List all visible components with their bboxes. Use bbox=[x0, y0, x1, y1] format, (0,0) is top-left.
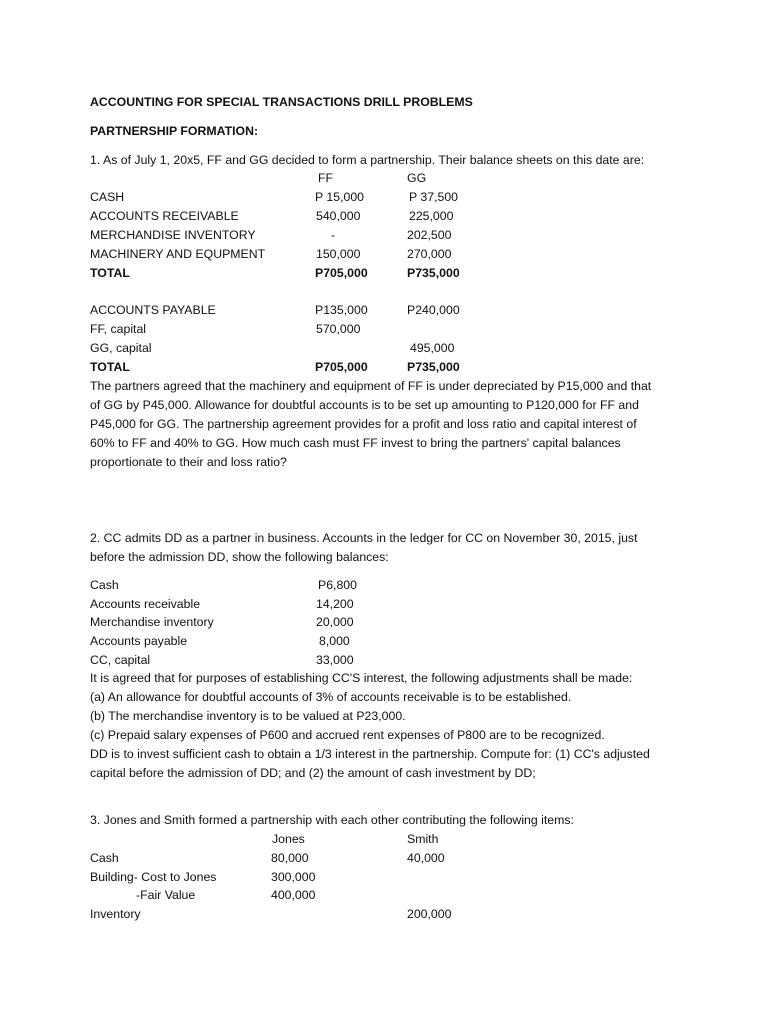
p2-item-value: 33,000 bbox=[316, 653, 354, 667]
p1-total-ff: P705,000 bbox=[315, 266, 368, 280]
p1-asset-gg: 225,000 bbox=[409, 209, 454, 223]
p2-item-label: CC, capital bbox=[90, 653, 151, 667]
doc-title: ACCOUNTING FOR SPECIAL TRANSACTIONS DRILL PROBLEMS bbox=[90, 95, 473, 109]
p2-body-line: DD is to invest sufficient cash to obtain a 1/3 interest in the partnership. Compute for: (1) CC's adjusted bbox=[90, 747, 650, 761]
p1-asset-ff: - bbox=[331, 228, 336, 242]
p1-asset-label: ACCOUNTS RECEIVABLE bbox=[90, 209, 239, 223]
p1-asset-ff: 150,000 bbox=[316, 247, 361, 261]
p1-liab-label: FF, capital bbox=[90, 322, 147, 336]
p1-asset-gg: 270,000 bbox=[407, 247, 452, 261]
p2-item-value: P6,800 bbox=[318, 578, 357, 592]
p1-liab-gg: P240,000 bbox=[407, 303, 460, 317]
p3-item-jones: 300,000 bbox=[271, 870, 316, 884]
p1-liab-label: ACCOUNTS PAYABLE bbox=[90, 303, 216, 317]
p3-item-label: Inventory bbox=[90, 907, 141, 921]
p2-item-value: 8,000 bbox=[319, 634, 350, 648]
p2-item-label: Merchandise inventory bbox=[90, 615, 214, 629]
p3-item-smith: 200,000 bbox=[407, 907, 452, 921]
p3-col-jones: Jones bbox=[272, 832, 305, 846]
p3-item-jones: 80,000 bbox=[271, 851, 309, 865]
p1-liab-label: GG, capital bbox=[90, 341, 152, 355]
p1-asset-label: MERCHANDISE INVENTORY bbox=[90, 228, 256, 242]
p1-liab-ff: P135,000 bbox=[315, 303, 368, 317]
p1-liab-ff: 570,000 bbox=[316, 322, 361, 336]
section-heading: PARTNERSHIP FORMATION: bbox=[90, 124, 259, 138]
p1-liab-total-gg: P735,000 bbox=[407, 360, 460, 374]
p3-item-jones: 400,000 bbox=[271, 888, 316, 902]
p1-asset-ff: P 15,000 bbox=[315, 190, 365, 204]
p2-body-line: (c) Prepaid salary expenses of P600 and accrued rent expenses of P800 are to be recognized. bbox=[90, 728, 605, 742]
p2-intro-line: before the admission DD, show the following balances: bbox=[90, 550, 389, 564]
p3-intro: 3. Jones and Smith formed a partnership with each other contributing the following items: bbox=[90, 813, 574, 827]
p3-item-smith: 40,000 bbox=[407, 851, 445, 865]
p1-col-ff: FF bbox=[318, 171, 334, 185]
p2-intro-line: 2. CC admits DD as a partner in business. Accounts in the ledger for CC on November 30, 2015, just bbox=[90, 531, 638, 545]
p1-asset-gg: P 37,500 bbox=[409, 190, 459, 204]
p3-item-label: Building- Cost to Jones bbox=[90, 870, 217, 884]
p3-item-label: Cash bbox=[90, 851, 119, 865]
p1-total-gg: P735,000 bbox=[407, 266, 460, 280]
p2-body-line: It is agreed that for purposes of establishing CC'S interest, the following adjustments shall be made: bbox=[90, 671, 633, 685]
p1-liab-total-label: TOTAL bbox=[90, 360, 130, 374]
p1-body-line: 60% to FF and 40% to GG. How much cash must FF invest to bring the partners' capital balances bbox=[90, 436, 621, 450]
p2-body-line: (a) An allowance for doubtful accounts of 3% of accounts receivable is to be established. bbox=[90, 690, 572, 704]
p1-body-line: P45,000 for GG. The partnership agreement provides for a profit and loss ratio and capital interest of bbox=[90, 417, 637, 431]
p2-item-value: 14,200 bbox=[316, 597, 354, 611]
p1-body-line: proportionate to their and loss ratio? bbox=[90, 455, 287, 469]
p3-item-label: -Fair Value bbox=[136, 888, 196, 902]
p1-liab-gg: 495,000 bbox=[410, 341, 455, 355]
p2-item-label: Cash bbox=[90, 578, 119, 592]
p2-item-value: 20,000 bbox=[316, 615, 354, 629]
p1-asset-gg: 202,500 bbox=[407, 228, 452, 242]
p1-asset-ff: 540,000 bbox=[316, 209, 361, 223]
p1-body-line: of GG by P45,000. Allowance for doubtful accounts is to be set up amounting to P120,000 for FF and bbox=[90, 398, 639, 412]
p1-body-line: The partners agreed that the machinery and equipment of FF is under depreciated by P15,000 and that bbox=[90, 379, 652, 393]
p1-col-gg: GG bbox=[407, 171, 427, 185]
p2-body-line: capital before the admission of DD; and (2) the amount of cash investment by DD; bbox=[90, 766, 536, 780]
p2-body-line: (b) The merchandise inventory is to be valued at P23,000. bbox=[90, 709, 406, 723]
p1-total-label: TOTAL bbox=[90, 266, 130, 280]
p1-liab-total-ff: P705,000 bbox=[315, 360, 368, 374]
p1-asset-label: MACHINERY AND EQUPMENT bbox=[90, 247, 266, 261]
p1-intro: 1. As of July 1, 20x5, FF and GG decided to form a partnership. Their balance sheets on this date are: bbox=[90, 153, 645, 167]
p3-col-smith: Smith bbox=[407, 832, 439, 846]
p1-asset-label: CASH bbox=[90, 190, 125, 204]
p2-item-label: Accounts receivable bbox=[90, 597, 201, 611]
p2-item-label: Accounts payable bbox=[90, 634, 188, 648]
